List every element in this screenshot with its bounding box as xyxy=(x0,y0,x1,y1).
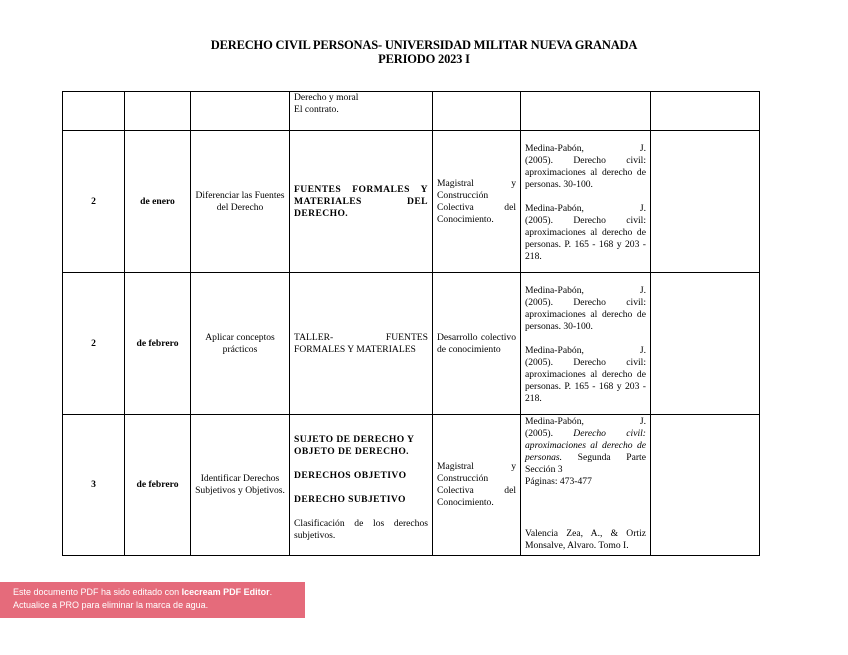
objective-cell: Aplicar conceptos prácticos xyxy=(191,273,290,415)
biblio-section: Segunda Parte Sección 3 xyxy=(525,452,646,475)
watermark-prefix: Este documento PDF ha sido editado con xyxy=(13,587,182,597)
week-cell: 2 xyxy=(63,131,125,273)
table-row xyxy=(63,92,760,131)
empty-cell xyxy=(651,131,760,273)
biblio-text: (2005). Derecho civil: aproximaciones al derecho de personas. 30-100. xyxy=(525,297,646,332)
content-line: El contrato. xyxy=(294,104,339,115)
biblio-author-line xyxy=(525,203,646,215)
biblio-author-line xyxy=(525,345,646,357)
week-cell: 3 xyxy=(63,415,125,556)
method-cell: Magistral y Construcción Colectiva del Conocimiento. xyxy=(433,415,521,556)
bibliography-cell xyxy=(521,92,651,131)
watermark-line-1 xyxy=(13,586,305,599)
biblio-text: (2005). Derecho civil: aproximaciones al derecho de personas. P. 165 - 168 y 203 - 218. xyxy=(525,215,646,262)
biblio-initial: J. xyxy=(639,416,646,427)
table-row xyxy=(63,131,760,273)
objective-cell: Identificar Derechos Subjetivos y Objetivos. xyxy=(191,415,290,556)
empty-cell xyxy=(651,92,760,131)
content-item: DERECHO SUBJETIVO xyxy=(294,494,406,505)
objective-cell: Diferenciar las Fuentes del Derecho xyxy=(191,131,290,273)
empty-cell xyxy=(651,273,760,415)
biblio-author: Medina-Pabón, xyxy=(525,143,584,154)
content-line: Derecho y moral xyxy=(294,92,359,103)
week-cell: 2 xyxy=(63,273,125,415)
biblio-author: Medina-Pabón, xyxy=(525,416,584,427)
bibliography-cell xyxy=(521,415,651,556)
empty-cell xyxy=(651,415,760,556)
content-item: DERECHOS OBJETIVO xyxy=(294,470,407,481)
biblio-initial: J. xyxy=(639,285,646,296)
content-cell xyxy=(290,273,433,415)
biblio-initial: J. xyxy=(639,345,646,356)
biblio-author: Medina-Pabón, xyxy=(525,345,584,356)
watermark-line-2: Actualice a PRO para eliminar la marca de agua. xyxy=(13,600,209,610)
bibliography-cell xyxy=(521,131,651,273)
date-cell: de febrero xyxy=(125,273,191,415)
biblio-initial: J. xyxy=(639,143,646,154)
biblio-text: Valencia Zea, A., & Ortiz Monsalve, Alvaro. Tomo I. xyxy=(525,528,646,551)
biblio-initial: J. xyxy=(639,203,646,214)
content-title: SUJETO DE DERECHO Y OBJETO DE DERECHO. xyxy=(294,434,414,457)
objective-cell xyxy=(191,92,290,131)
editor-watermark-banner[interactable] xyxy=(0,582,305,618)
content-title: FUENTES FORMALES Y MATERIALES DEL DERECHO. xyxy=(294,183,428,219)
bibliography-cell xyxy=(521,273,651,415)
method-cell: Magistral y Construcción Colectiva del Conocimiento. xyxy=(433,131,521,273)
watermark-brand: Icecream PDF Editor xyxy=(181,587,270,597)
table-row xyxy=(63,415,760,556)
biblio-author-line xyxy=(525,143,646,155)
date-cell: de enero xyxy=(125,131,191,273)
biblio-author-line xyxy=(525,285,646,297)
content-cell xyxy=(290,131,433,273)
biblio-title: Derecho civil: aproximaciones al derecho de personas. xyxy=(525,428,646,463)
table-row xyxy=(63,273,760,415)
content-cell xyxy=(290,92,433,131)
content-cell xyxy=(290,415,433,556)
content-title: TALLER- FUENTES FORMALES Y MATERIALES xyxy=(294,331,428,355)
biblio-author-line xyxy=(525,416,646,428)
biblio-author: Medina-Pabón, xyxy=(525,203,584,214)
date-cell xyxy=(125,92,191,131)
title-line-2: PERIODO 2023 I xyxy=(378,52,470,66)
title-line-1: DERECHO CIVIL PERSONAS- UNIVERSIDAD MILITAR NUEVA GRANADA xyxy=(210,38,638,52)
biblio-text: (2005). Derecho civil: aproximaciones al derecho de personas. P. 165 - 168 y 203 - 218. xyxy=(525,357,646,404)
schedule-table xyxy=(62,91,760,556)
week-cell xyxy=(63,92,125,131)
biblio-pages: Páginas: 473-477 xyxy=(525,476,592,487)
biblio-year: (2005). xyxy=(525,428,553,439)
document-title xyxy=(0,38,848,66)
watermark-suffix: . xyxy=(269,587,273,597)
content-item: Clasificación de los derechos subjetivos. xyxy=(294,518,428,541)
biblio-text: (2005). Derecho civil: aproximaciones al derecho de personas. 30-100. xyxy=(525,155,646,190)
date-cell: de febrero xyxy=(125,415,191,556)
biblio-author: Medina-Pabón, xyxy=(525,285,584,296)
method-cell xyxy=(433,92,521,131)
method-cell: Desarrollo colectivo de conocimiento xyxy=(433,273,521,415)
biblio-text xyxy=(525,428,646,476)
